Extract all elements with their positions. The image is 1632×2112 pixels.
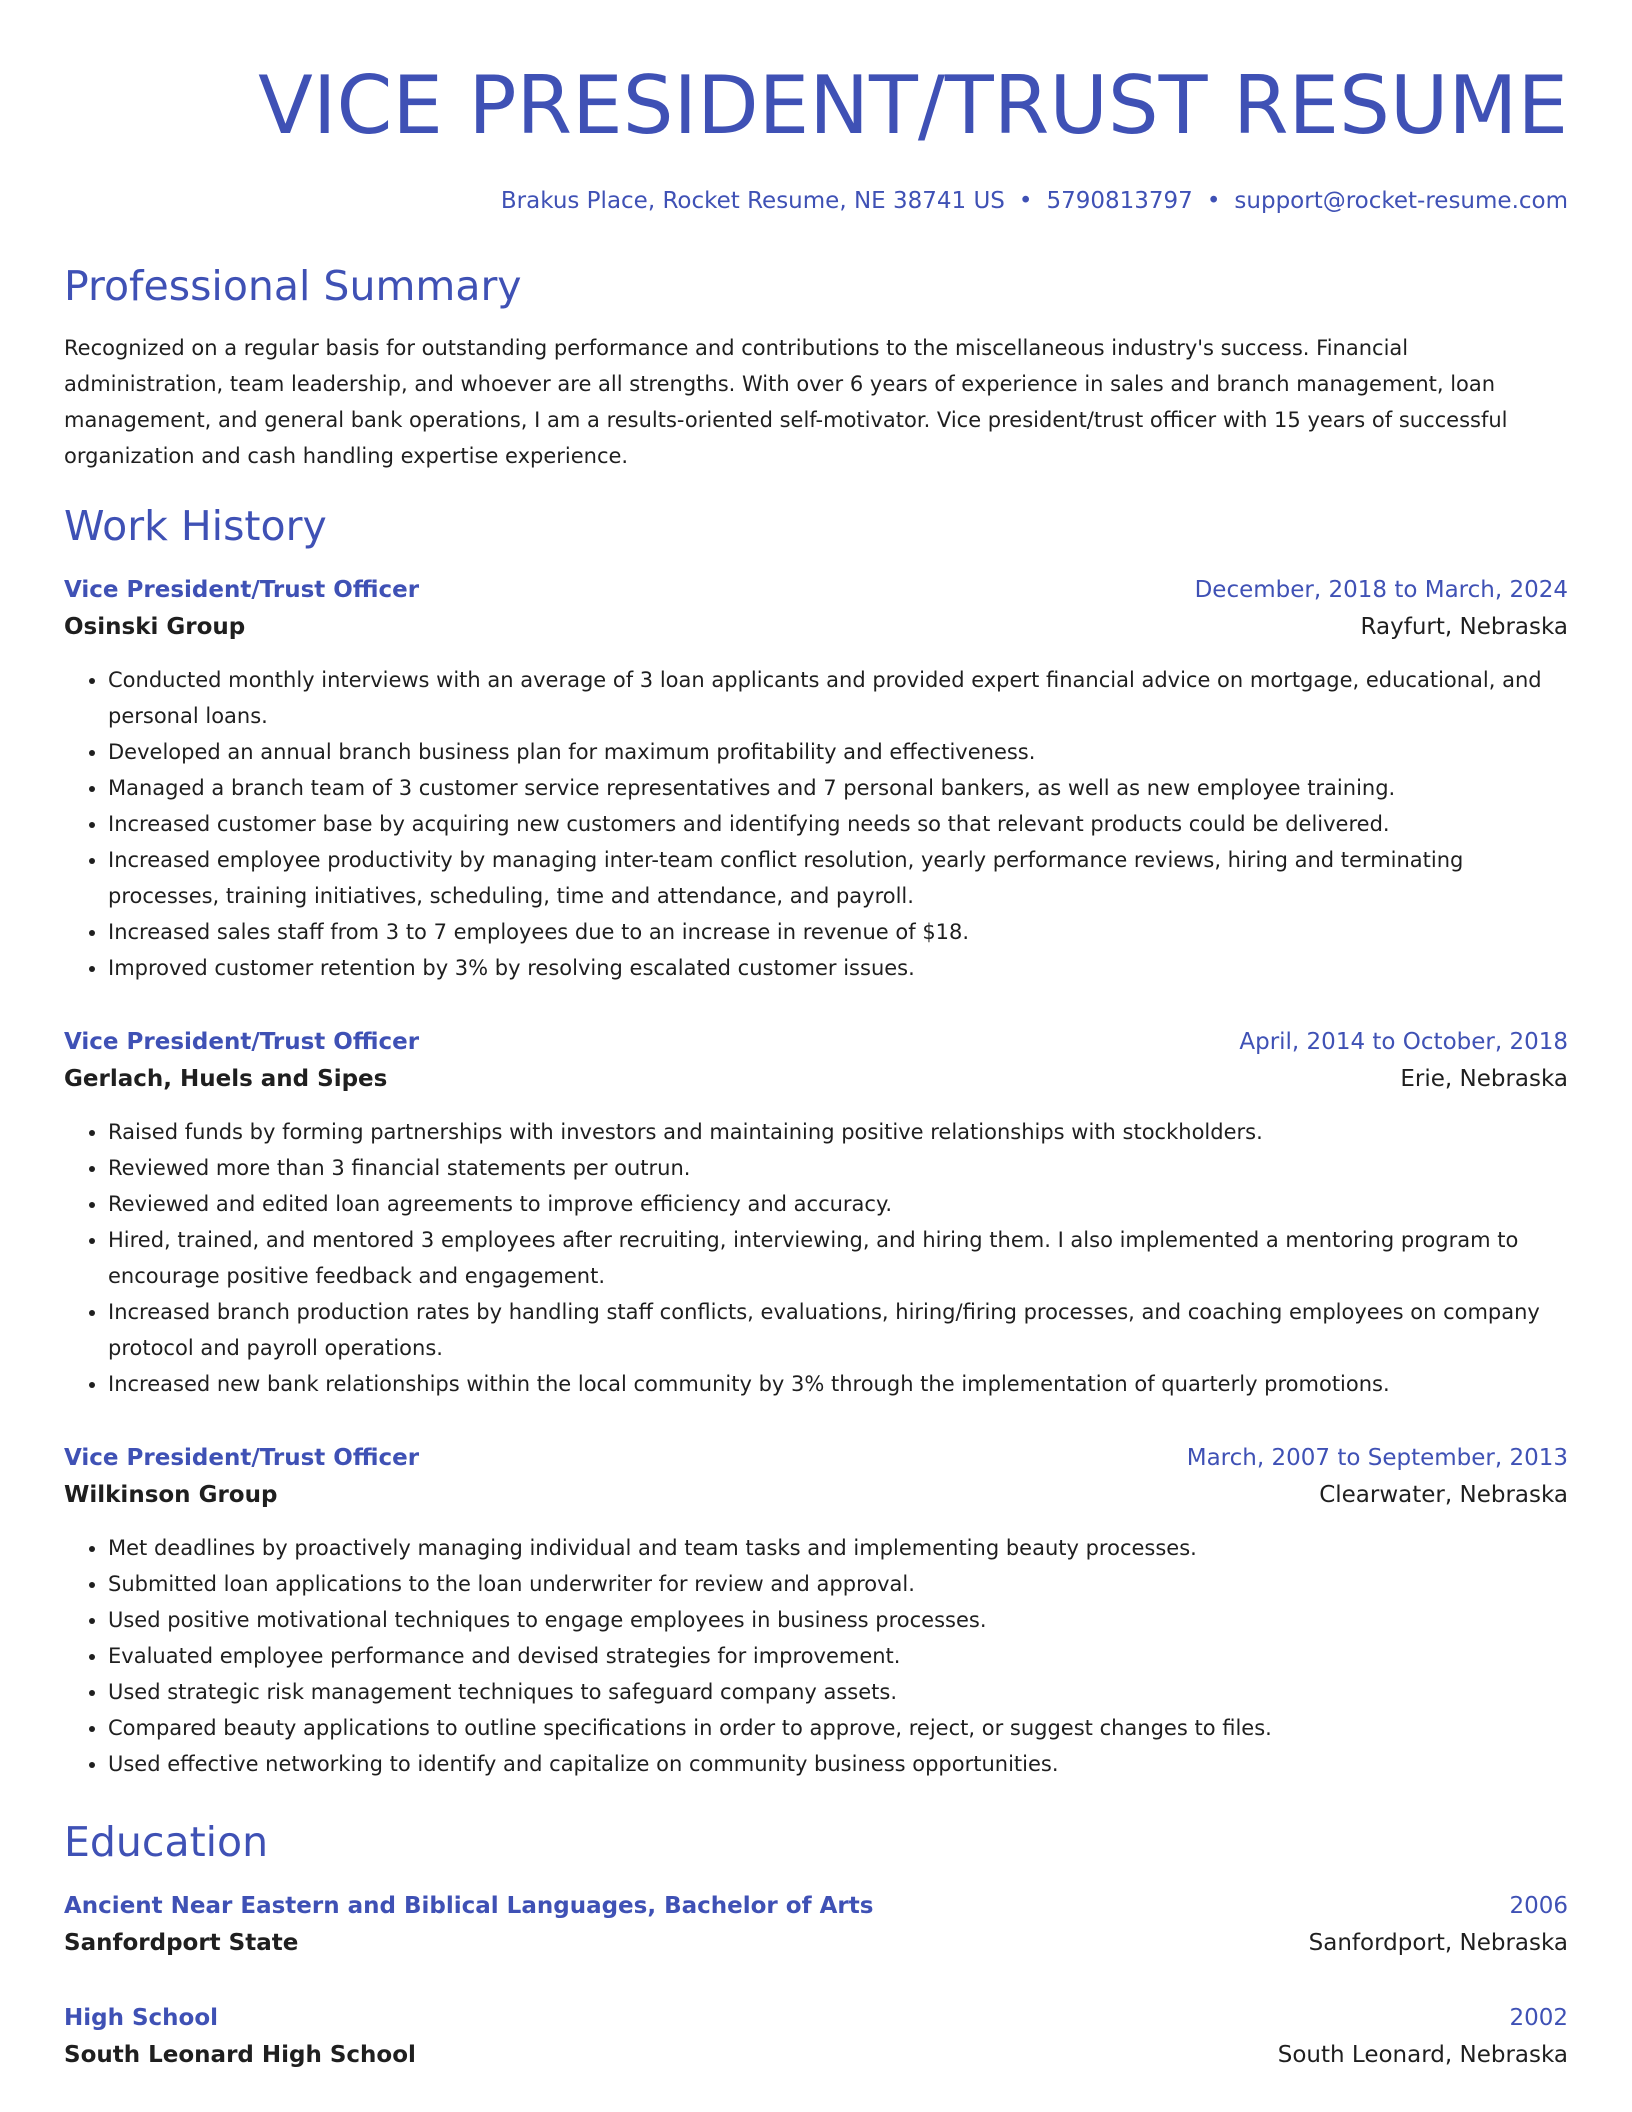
job-title: Vice President/Trust Officer [64, 1029, 420, 1055]
job-bullet: • Managed a branch team of 3 customer service representatives and 7 personal bankers, as well as new employee training. [108, 770, 1568, 806]
job-bullet: • Increased employee productivity by managing inter-team conflict resolution, yearly performance reviews, hiring and terminating processes, training initiatives, scheduling, time and attendance, and payroll. [108, 842, 1568, 914]
job-company: Wilkinson Group [64, 1482, 278, 1508]
job-bullet: • Improved customer retention by 3% by resolving escalated customer issues. [108, 950, 1568, 986]
job-location: Rayfurt, Nebraska [1360, 614, 1568, 640]
job-bullet: • Hired, trained, and mentored 3 employees after recruiting, interviewing, and hiring them. I also implemented a mentoring program to encourage positive feedback and engagement. [108, 1222, 1568, 1294]
summary-text: Recognized on a regular basis for outstanding performance and contributions to the miscellaneous industry's success. Financial administration, team leadership, and whoever are all strengths. With over 6 years of experience in sales and branch management, loan management, and general bank operations, I am a results-oriented self-motivator. Vice president/trust officer with 15 years of successful organization and cash handling expertise experience. [64, 336, 1508, 468]
edu-degree: Ancient Near Eastern and Biblical Languages, Bachelor of Arts [64, 1893, 874, 1919]
work-history-heading: Work History [64, 502, 327, 550]
job-bullet: • Conducted monthly interviews with an average of 3 loan applicants and provided expert financial advice on mortgage, educational, and personal loans. [108, 662, 1568, 734]
job-bullets [64, 662, 1568, 986]
job-company: Osinski Group [64, 614, 246, 640]
job-bullet: • Evaluated employee performance and devised strategies for improvement. [108, 1638, 1568, 1674]
job-bullet: • Increased sales staff from 3 to 7 employees due to an increase in revenue of $18. [108, 914, 1568, 950]
edu-location: Sanfordport, Nebraska [1308, 1930, 1568, 1956]
edu-school: South Leonard High School [64, 2042, 416, 2068]
job-bullet: • Used effective networking to identify and capitalize on community business opportunities. [108, 1746, 1568, 1782]
resume-title: VICE PRESIDENT/TRUST RESUME [258, 59, 1568, 152]
job-bullets [64, 1114, 1568, 1402]
job-location: Clearwater, Nebraska [1319, 1482, 1568, 1508]
job-entry [64, 1440, 1568, 1782]
job-company: Gerlach, Huels and Sipes [64, 1066, 388, 1092]
job-entry [64, 572, 1568, 986]
edu-school: Sanfordport State [64, 1930, 299, 1956]
edu-year: 2002 [1509, 2005, 1568, 2031]
job-bullet: • Used positive motivational techniques to engage employees in business processes. [108, 1602, 1568, 1638]
education-entry [64, 2000, 1568, 2074]
contact-email: support@rocket-resume.com [1234, 188, 1568, 214]
job-bullet: • Compared beauty applications to outline specifications in order to approve, reject, or suggest changes to files. [108, 1710, 1568, 1746]
job-bullet: • Developed an annual branch business plan for maximum profitability and effectiveness. [108, 734, 1568, 770]
resume-header [64, 0, 1568, 216]
contact-address: Brakus Place, Rocket Resume, NE 38741 US [500, 188, 1005, 214]
job-bullet: • Used strategic risk management techniques to safeguard company assets. [108, 1674, 1568, 1710]
job-bullet: • Increased new bank relationships within the local community by 3% through the implementation of quarterly promotions. [108, 1366, 1568, 1402]
job-bullet: • Submitted loan applications to the loan underwriter for review and approval. [108, 1566, 1568, 1602]
job-bullet: • Increased customer base by acquiring new customers and identifying needs so that relevant products could be delivered. [108, 806, 1568, 842]
job-dates: December, 2018 to March, 2024 [1194, 577, 1568, 603]
education-entry [64, 1888, 1568, 1962]
edu-location: South Leonard, Nebraska [1277, 2042, 1568, 2068]
job-dates: April, 2014 to October, 2018 [1239, 1029, 1568, 1055]
job-bullet: • Increased branch production rates by handling staff conflicts, evaluations, hiring/firing processes, and coaching employees on company protocol and payroll operations. [108, 1294, 1568, 1366]
job-title: Vice President/Trust Officer [64, 577, 420, 603]
contact-separator: • [1206, 188, 1221, 214]
contact-separator: • [1018, 188, 1033, 214]
job-entry [64, 1024, 1568, 1402]
job-bullet: • Reviewed and edited loan agreements to improve efficiency and accuracy. [108, 1186, 1568, 1222]
job-bullet: • Reviewed more than 3 financial statements per outrun. [108, 1150, 1568, 1186]
summary-heading: Professional Summary [64, 262, 522, 310]
job-bullets [64, 1530, 1568, 1782]
contact-phone: 5790813797 [1046, 188, 1193, 214]
contact-line [64, 186, 1568, 216]
edu-year: 2006 [1509, 1893, 1568, 1919]
job-title: Vice President/Trust Officer [64, 1445, 420, 1471]
job-dates: March, 2007 to September, 2013 [1186, 1445, 1568, 1471]
edu-degree: High School [64, 2005, 219, 2031]
job-location: Erie, Nebraska [1400, 1066, 1568, 1092]
education-heading: Education [64, 1818, 269, 1866]
job-bullet: • Met deadlines by proactively managing individual and team tasks and implementing beauty processes. [108, 1530, 1568, 1566]
job-bullet: • Raised funds by forming partnerships with investors and maintaining positive relationships with stockholders. [108, 1114, 1568, 1150]
